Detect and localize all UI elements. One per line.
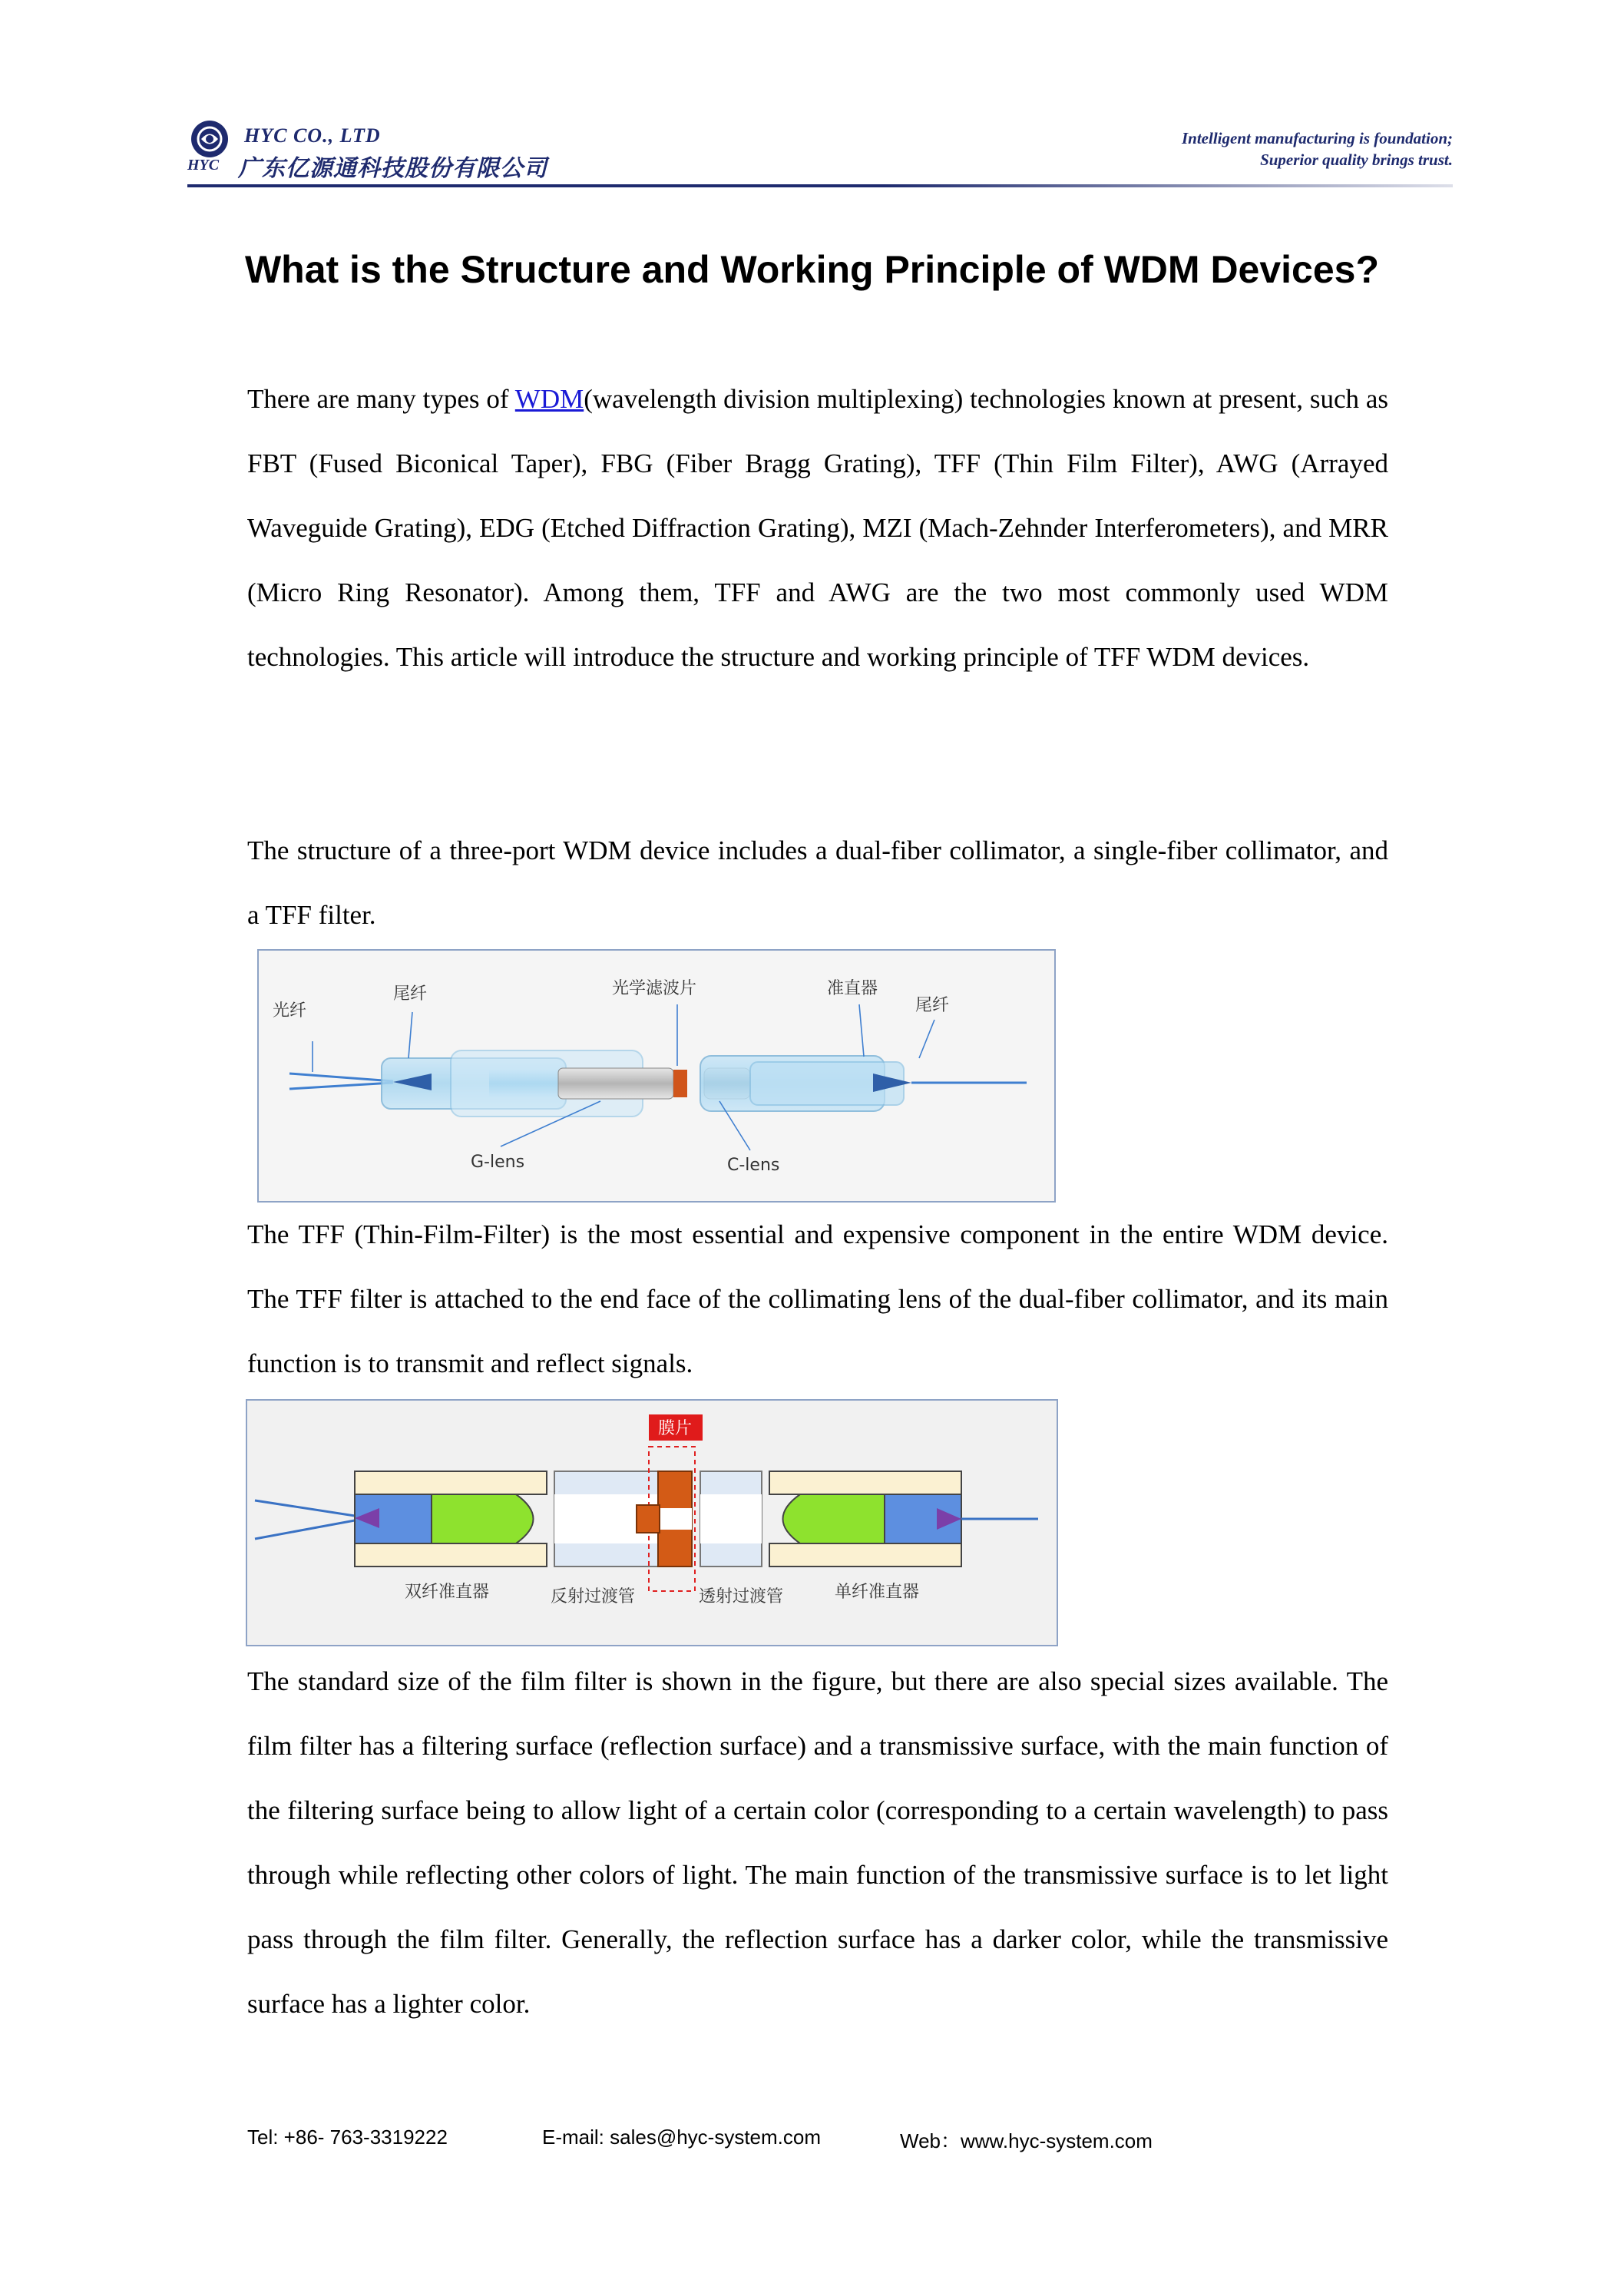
company-name-en: HYC CO., LTD [244,124,381,147]
intro-text-rest: (wavelength division multiplexing) technologies known at present, such as FBT (Fused Biconical Taper), FBG (Fiber Bragg Grating), TFF (Thin Film Filter), AWG (Arrayed Waveguide Grating), EDG (Etched Diffraction Grating), MZI (Mach-Zehnder Interferometers), and MRR (Micro Ring Resonator). Among them, TFF and AWG are the two most commonly used WDM technologies. This article will introduce the structure and working principle of TFF WDM devices. [247,384,1388,672]
pigtail-right-arrow [919,1020,934,1058]
label-c-lens: C-lens [727,1156,780,1175]
label-pigtail-right: 尾纤 [915,996,950,1015]
wdm-link[interactable]: WDM [514,384,584,414]
label-pigtail-left: 尾纤 [393,984,428,1004]
single-collimator-housing-top [769,1471,961,1494]
input-fiber-2 [289,1083,393,1089]
dual-collimator-housing-top [355,1471,547,1494]
label-film: 膜片 [658,1419,693,1438]
collimator-arrow [859,1004,864,1057]
label-single-fiber-collimator: 单纤准直器 [835,1583,920,1602]
slogan-line-2: Superior quality brings trust. [1260,151,1453,169]
optical-filter [673,1070,687,1097]
transmission-tube-bore [700,1494,762,1543]
hyc-logo-icon [190,120,229,158]
structure-paragraph: The structure of a three-port WDM device includes a dual-fiber collimator, a single-fiber collimator, and a TFF filter. [247,835,1388,930]
tff-filter-figure [246,1399,1058,1646]
label-g-lens: G-lens [471,1153,525,1172]
dual-input-fiber-1 [255,1500,355,1516]
g-lens [558,1068,673,1099]
wdm-structure-diagram [259,951,1054,1201]
header-divider [187,184,1453,187]
dual-input-fiber-2 [255,1520,355,1539]
label-reflection-tube: 反射过渡管 [551,1587,636,1606]
label-dual-fiber-collimator: 双纤准直器 [405,1583,490,1602]
single-green-lens [783,1494,885,1543]
company-name-cn: 广东亿源通科技股份有限公司 [238,155,547,182]
input-fiber-1 [289,1074,393,1081]
intro-paragraph [247,367,1388,690]
label-optical-filter: 光学滤波片 [612,979,697,998]
label-collimator: 准直器 [827,979,878,998]
intro-text-start: There are many types of [247,384,515,414]
film-filter-paragraph: The standard size of the film filter is shown in the figure, but there are also special sizes available. The film filter has a filtering surface (reflection surface) and a transmissive surface, with the main function of the filtering surface being to allow light of a certain color (corresponding to a certain wavelength) to pass through while reflecting other colors of light. The main function of the transmissive surface is to let light pass through the film filter. Generally, the reflection surface has a darker color, while the transmissive surface has a lighter color. [247,1666,1388,2019]
company-short-name: HYC [187,157,220,174]
dual-green-lens [432,1494,534,1543]
company-slogan [1182,127,1453,170]
dual-collimator-housing-bottom [355,1543,547,1567]
film-window [658,1508,692,1530]
label-transmission-tube: 透射过渡管 [699,1587,784,1606]
label-fiber: 光纤 [273,1001,307,1021]
single-collimator-housing-bottom [769,1543,961,1567]
footer-website: Web：www.hyc-system.com [900,2129,1153,2152]
slogan-line-1: Intelligent manufacturing is foundation; [1181,129,1453,147]
page-header [187,114,1453,189]
wdm-structure-figure [257,949,1056,1203]
tff-filter-diagram [247,1401,1057,1645]
pigtail-left-arrow [408,1012,412,1058]
footer-email: E-mail: sales@hyc-system.com [542,2126,822,2149]
film-tab [637,1505,660,1533]
tff-paragraph: The TFF (Thin-Film-Filter) is the most essential and expensive component in the entire WDM device. The TFF filter is attached to the end face of the collimating lens of the dual-fiber collimator, and its main function is to transmit and reflect signals. [247,1219,1388,1378]
page-title: What is the Structure and Working Principle of WDM Devices? [244,248,1380,291]
footer-telephone: Tel: +86- 763-3319222 [247,2126,448,2149]
